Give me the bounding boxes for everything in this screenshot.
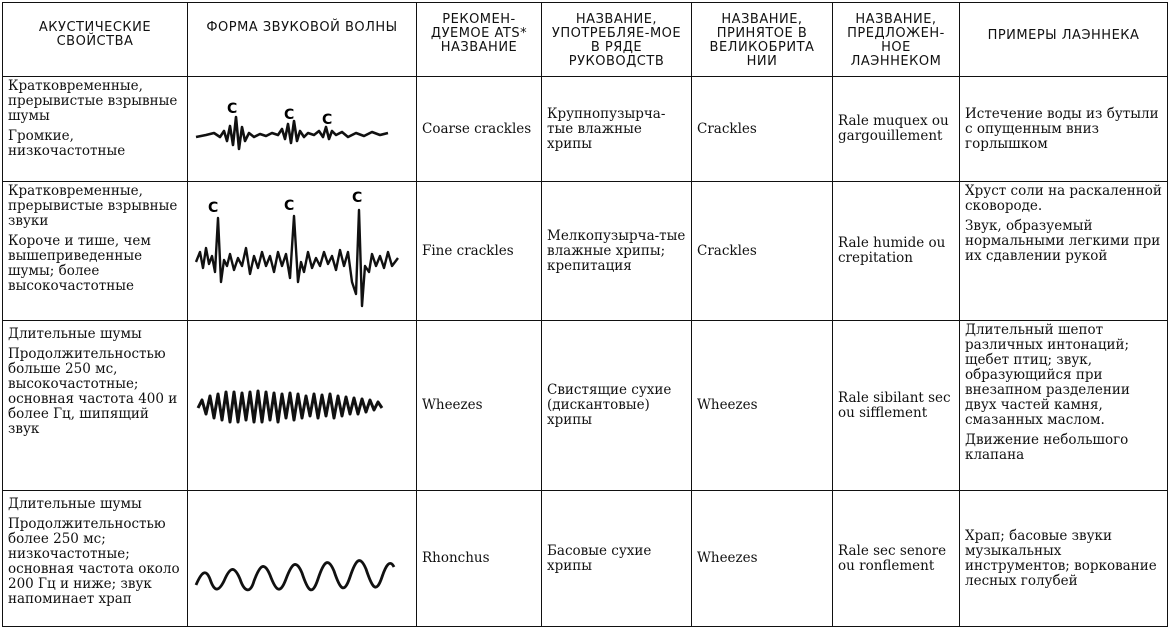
table-row — [3, 182, 1168, 321]
header-waveform: ФОРМА ЗВУКОВОЙ ВОЛНЫ — [188, 3, 417, 77]
example-text: Длительный шепот различных интонаций; щебет птиц; звук, образующийся при внезапном разделении двух частей камня, смазанных маслом. — [965, 322, 1130, 428]
crackle-label: C — [284, 198, 295, 214]
waveform-trace — [198, 391, 382, 422]
acoustic-properties-cell — [3, 321, 188, 491]
table-row — [3, 321, 1168, 491]
uk-name-cell: Crackles — [692, 182, 833, 321]
waveform-cell — [188, 491, 417, 627]
properties-text: Длительные шумы — [8, 496, 142, 512]
ats-name-cell: Fine crackles — [417, 182, 542, 321]
uk-name-cell: Wheezes — [692, 321, 833, 491]
guide-name-cell: Свистящие сухие (дискантовые) хрипы — [542, 321, 692, 491]
header-ats-name: РЕКОМЕН-ДУЕМОЕ ATS* НАЗВАНИЕ — [417, 3, 542, 77]
properties-text: Кратковременные, прерывистые взрывные шумы — [8, 78, 178, 124]
properties-text: Продолжительностью более 250 мс; низкочастотные; основная частота около 200 Гц и ниже; звук напоминает храп — [8, 516, 180, 607]
laennec-examples-cell — [960, 77, 1168, 182]
properties-text: Громкие, низкочастотные — [8, 128, 126, 159]
laennec-examples-cell — [960, 491, 1168, 627]
acoustic-properties-cell — [3, 491, 188, 627]
rhonchus-waveform — [188, 499, 417, 619]
table-row — [3, 491, 1168, 627]
waveform-trace — [196, 560, 394, 589]
fine-crackles-waveform — [188, 182, 417, 320]
header-row — [3, 3, 1168, 77]
crackle-label: C — [352, 190, 363, 206]
table-row — [3, 77, 1168, 182]
example-text: Хруст соли на раскаленной сковороде. — [965, 183, 1162, 214]
crackle-label: C — [227, 101, 238, 117]
acoustic-properties-cell — [3, 77, 188, 182]
example-text: Храп; басовые звуки музыкальных инструментов; воркование лесных голубей — [965, 527, 1157, 589]
waveform-cell — [188, 321, 417, 491]
properties-text: Кратковременные, прерывистые взрывные звуки — [8, 183, 178, 229]
uk-name-cell: Crackles — [692, 77, 833, 182]
properties-text: Длительные шумы — [8, 326, 142, 342]
properties-text: Короче и тише, чем вышеприведенные шумы; более высокочастотные — [8, 233, 151, 294]
header-guide-name: НАЗВАНИЕ, УПОТРЕБЛЯЕ-МОЕ В РЯДЕ РУКОВОДСТВ — [542, 3, 692, 77]
acoustic-properties-cell — [3, 182, 188, 321]
guide-name-cell: Басовые сухие хрипы — [542, 491, 692, 627]
ats-name-cell: Wheezes — [417, 321, 542, 491]
header-laennec-name: НАЗВАНИЕ, ПРЕДЛОЖЕН-НОЕ ЛАЭННЕКОМ — [833, 3, 960, 77]
laennec-name-cell: Rale humide ou crepitation — [833, 182, 960, 321]
laennec-name-cell: Rale sec senore ou ronflement — [833, 491, 960, 627]
wheezes-waveform — [188, 356, 417, 456]
laennec-examples-cell — [960, 182, 1168, 321]
ats-name-cell: Coarse crackles — [417, 77, 542, 182]
guide-name-cell: Крупнопузырча-тые влажные хрипы — [542, 77, 692, 182]
coarse-crackles-waveform — [188, 79, 417, 179]
header-laennec-examples: ПРИМЕРЫ ЛАЭННЕКА — [960, 3, 1168, 77]
guide-name-cell: Мелкопузырча-тые влажные хрипы; крепитация — [542, 182, 692, 321]
ats-name-cell: Rhonchus — [417, 491, 542, 627]
waveform-trace — [196, 210, 398, 306]
example-text: Звук, образуемый нормальными легкими при их сдавлении рукой — [965, 218, 1161, 264]
crackle-label: C — [284, 107, 295, 123]
properties-text: Продолжительностью больше 250 мс, высокочастотные; основная частота 400 и более Гц, шипящий звук — [8, 346, 178, 437]
laennec-examples-cell — [960, 321, 1168, 491]
example-text: Движение небольшого клапана — [965, 432, 1129, 463]
crackle-label: C — [322, 112, 333, 128]
example-text: Истечение воды из бутыли с опущенным вниз горлышком — [965, 105, 1159, 152]
laennec-name-cell: Rale sibilant sec ou sifflement — [833, 321, 960, 491]
crackle-label: C — [208, 200, 219, 216]
uk-name-cell: Wheezes — [692, 491, 833, 627]
header-uk-name: НАЗВАНИЕ, ПРИНЯТОЕ В ВЕЛИКОБРИТА НИИ — [692, 3, 833, 77]
waveform-cell — [188, 182, 417, 321]
laennec-name-cell: Rale muqueх ou gargouillement — [833, 77, 960, 182]
header-acoustic-properties: АКУСТИЧЕСКИЕ СВОЙСТВА — [3, 3, 188, 77]
lung-sounds-table — [2, 2, 1168, 627]
waveform-cell — [188, 77, 417, 182]
